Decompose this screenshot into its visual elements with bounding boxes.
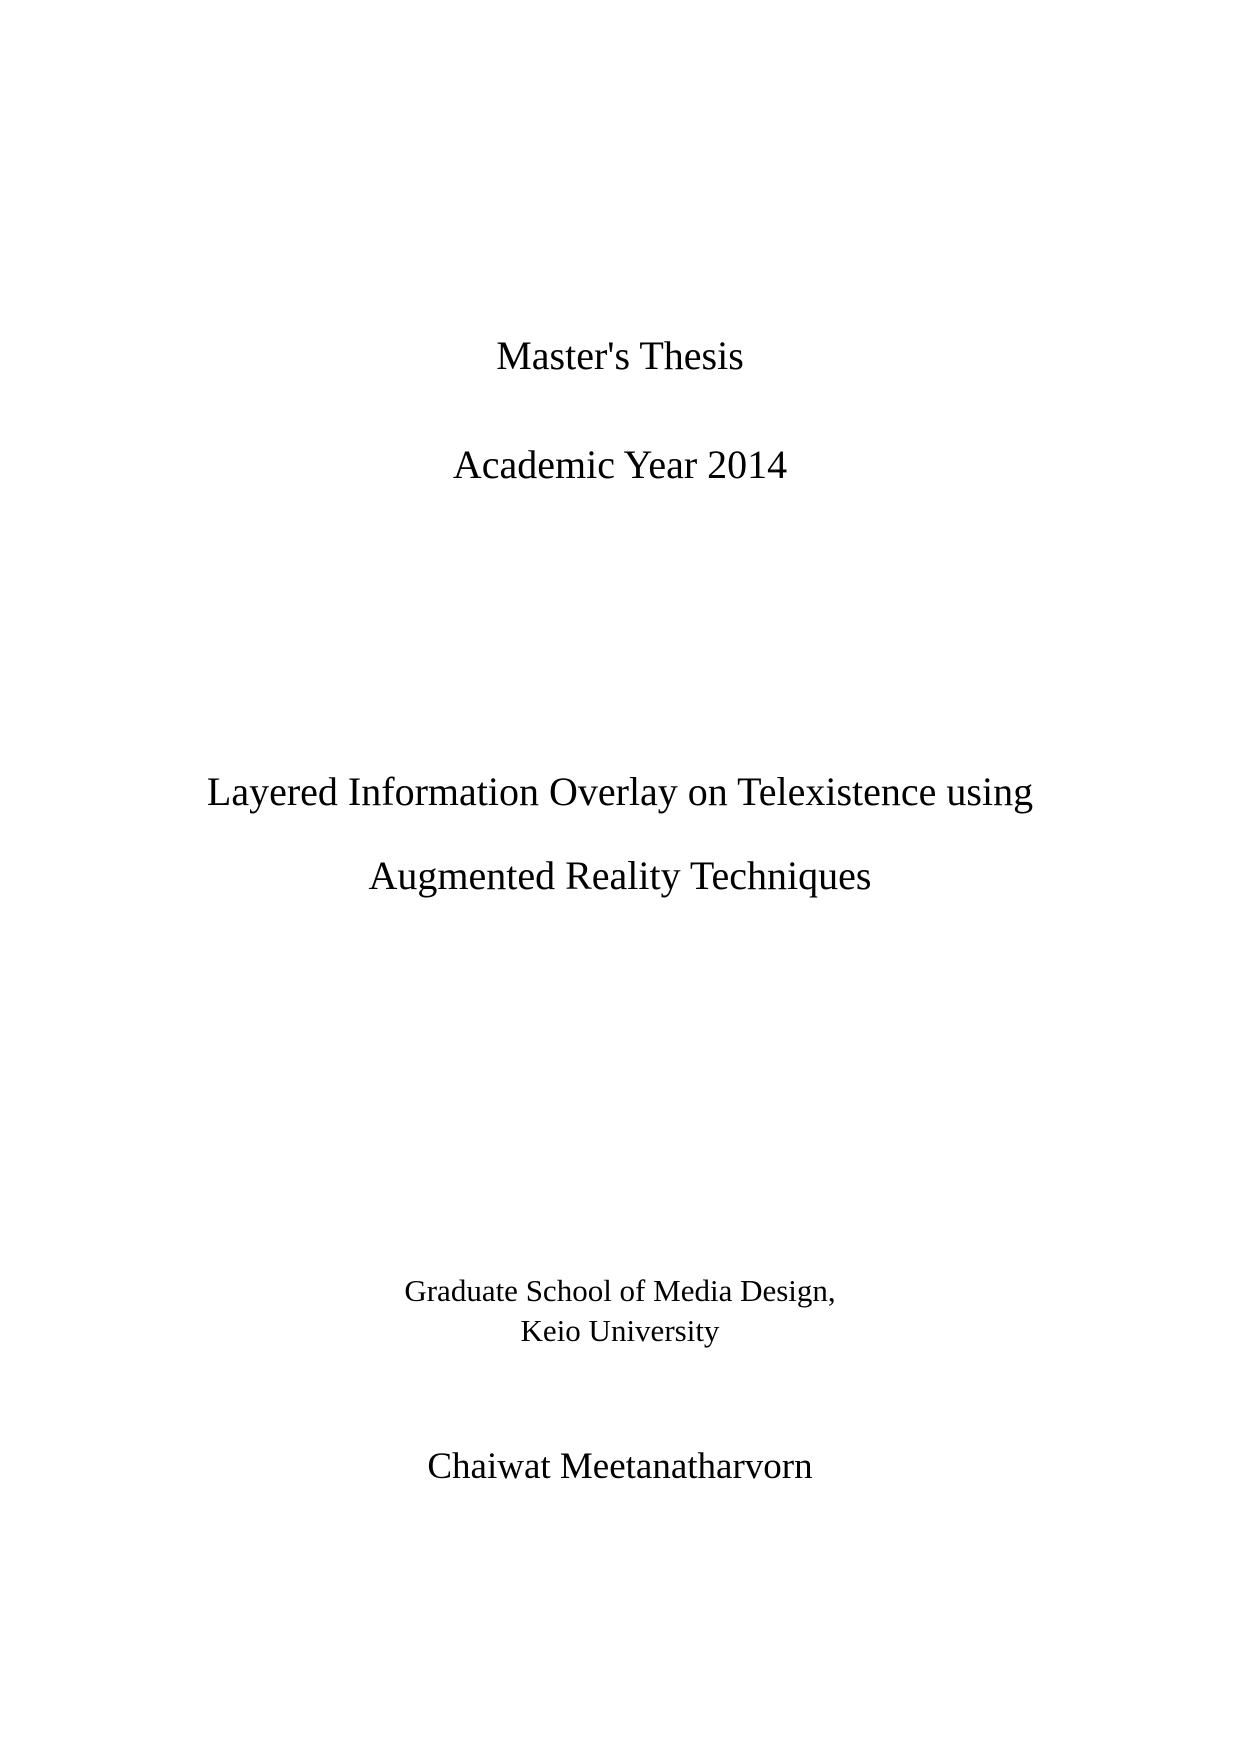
affiliation-line-2: Keio University bbox=[520, 1313, 720, 1348]
thesis-title-line-2: Augmented Reality Techniques bbox=[368, 853, 872, 898]
affiliation-line-1: Graduate School of Media Design, bbox=[404, 1273, 836, 1308]
author-name: Chaiwat Meetanatharvorn bbox=[427, 1446, 813, 1487]
document-type-heading: Master's Thesis bbox=[496, 333, 744, 378]
thesis-title-line-1: Layered Information Overlay on Telexistence using bbox=[206, 769, 1034, 814]
academic-year-heading: Academic Year 2014 bbox=[452, 442, 788, 487]
